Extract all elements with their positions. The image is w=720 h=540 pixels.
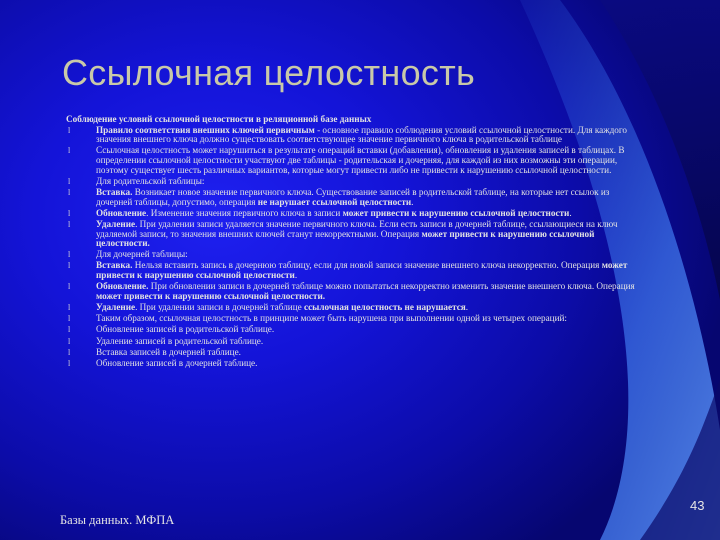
page-number: 43	[690, 498, 705, 513]
bold-text: Удаление	[96, 218, 136, 229]
bullet-marker: l	[68, 314, 71, 324]
bullet-marker: l	[68, 208, 71, 218]
bullet-marker: l	[68, 250, 71, 260]
bold-text: Вставка.	[96, 186, 133, 197]
bullet-item	[66, 126, 636, 145]
bold-text: Обновление	[96, 207, 147, 218]
item-text: Обновление записей в дочерней таблице.	[96, 357, 258, 368]
bullet-item	[66, 188, 636, 207]
item-text: Ссылочная целостность может нарушиться в результате операций вставки (добавления), обновления и удаления записей в таблицах. В определении ссылочной целостности участвуют две таблицы - родительская и дочерняя, для каждой из них возможны эти операции, поэтому существует шесть различных вариантов, которые могут привести либо не привести к нарушению ссылочной целостности.	[96, 145, 625, 175]
item-text: .	[465, 302, 469, 313]
item-text: Обновление записей в родительской таблице.	[96, 324, 275, 335]
bold-text: Удаление	[96, 302, 136, 313]
intro-line: Соблюдение условий ссылочной целостности в реляционной базе данных	[66, 114, 372, 124]
item-text: .	[411, 196, 414, 207]
bold-text: Правило соответствия внешних ключей первичным	[96, 124, 315, 135]
bullet-marker: l	[68, 261, 71, 271]
bold-text: может привести к нарушению ссылочной целостности.	[96, 228, 595, 249]
item-text: Для дочерней таблицы:	[96, 249, 188, 260]
bullet-marker: l	[68, 125, 71, 135]
bullet-marker: l	[68, 358, 71, 368]
bullet-marker: l	[68, 187, 71, 197]
bullet-item	[66, 209, 636, 219]
item-text: Нельзя вставить запись в дочернюю таблицу, если для новой записи значение внешнего ключа некорректно. Операция	[132, 260, 602, 271]
bullet-item	[66, 250, 636, 260]
bold-text: не нарушает ссылочной целостности	[257, 196, 412, 207]
bullet-list	[66, 126, 636, 369]
bold-text: может привести к нарушению ссылочной целостности	[96, 260, 628, 281]
bullet-item	[66, 220, 636, 249]
item-text: Для родительской таблицы:	[96, 175, 205, 186]
footer-text: Базы данных. МФПА	[60, 513, 175, 527]
bullet-marker: l	[68, 303, 71, 313]
bullet-item	[66, 348, 636, 358]
bullet-marker: l	[68, 282, 71, 292]
slide-content	[66, 115, 636, 370]
bullet-marker: l	[68, 146, 71, 156]
item-text: Таким образом, ссылочная целостность в принципе может быть нарушена при выполнении одной из четырех операций:	[96, 313, 567, 324]
bullet-item	[66, 359, 636, 369]
bold-text: ссылочная целостность не нарушается	[304, 302, 466, 313]
bullet-marker: l	[68, 325, 71, 335]
item-text: Удаление записей в родительской таблице.	[96, 335, 264, 346]
bold-text: Вставка.	[96, 260, 133, 271]
bullet-item	[66, 282, 636, 301]
item-text: . Изменение значения первичного ключа в записи	[146, 207, 343, 218]
item-text: .	[569, 207, 572, 218]
item-text: .	[294, 270, 298, 281]
slide-title: Ссылочная целостность	[62, 52, 476, 93]
bullet-item	[66, 337, 636, 347]
bold-text: может привести к нарушению ссылочной целостности	[342, 207, 570, 218]
bullet-item	[66, 325, 636, 335]
bullet-item	[66, 146, 636, 175]
bullet-item	[66, 261, 636, 280]
item-text: Возникает новое значение первичного ключа. Существование записей в родительской таблице, на которые нет ссылок из дочерней таблицы, допустимо, операция	[96, 186, 610, 207]
bullet-marker: l	[68, 176, 71, 186]
bold-text: может привести к нарушению ссылочной целостности.	[96, 290, 326, 301]
item-text: При обновлении записи в дочерней таблице можно попытаться некорректно изменить значение внешнего ключа. Операция	[148, 281, 635, 292]
item-text: . При удалении записи удаляется значение первичного ключа. Если есть записи в дочерней таблице, ссылающиеся на ключ удаляемой записи, то значения внешних ключей станут некорректными. Операция	[96, 218, 618, 239]
bullet-item	[66, 314, 636, 324]
item-text: Вставка записей в дочерней таблице.	[96, 346, 241, 357]
item-text: . При удалении записи в дочерней таблице	[135, 302, 304, 313]
item-text: - основное правило соблюдения условий ссылочной целостности. Для каждого значения внешнего ключа должно существовать соответствующее значение первичного ключа в родительской таблице	[96, 124, 627, 145]
bullet-marker: l	[68, 219, 71, 229]
bold-text: Обновление.	[96, 281, 149, 292]
bullet-item	[66, 177, 636, 187]
bullet-marker: l	[68, 347, 71, 357]
bullet-marker: l	[68, 336, 71, 346]
bullet-item	[66, 303, 636, 313]
